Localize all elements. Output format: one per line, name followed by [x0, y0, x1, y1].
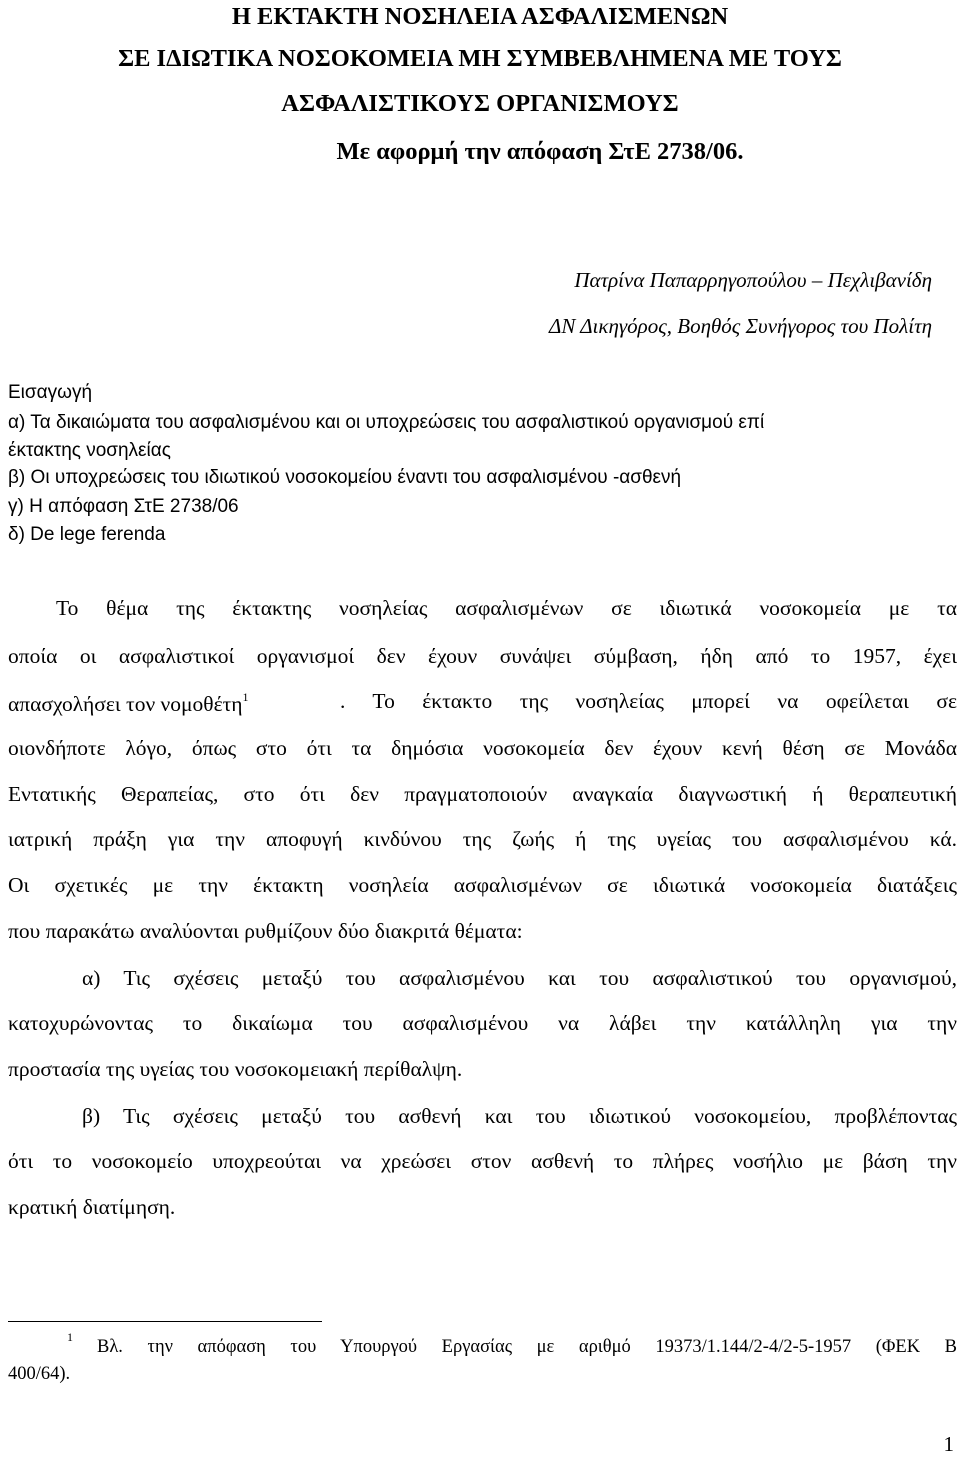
contents-item: γ) Η απόφαση ΣτΕ 2738/06 [8, 496, 239, 517]
author-role: ΔΝ Δικηγόρος, Βοηθός Συνήγορος του Πολίτη [549, 314, 932, 338]
contents-item: β) Οι υποχρεώσεις του ιδιωτικού νοσοκομείου έναντι του ασφαλισμένου -ασθενή [8, 467, 682, 488]
body-line: ιατρική πράξη για την αποφυγή κινδύνου της ζωής ή της υγείας του ασφαλισμένου κά. [8, 827, 957, 851]
body-line: Το θέμα της έκτακτης νοσηλείας ασφαλισμένων σε ιδιωτικά νοσοκομεία με τα [56, 596, 957, 620]
footnote-reference: 1 [242, 690, 249, 704]
body-line: . Το έκτακτο της νοσηλείας μπορεί να οφείλεται σε [340, 689, 957, 713]
body-line [8, 691, 249, 716]
page-number: 1 [943, 1432, 954, 1456]
contents-item: δ) De lege ferenda [8, 524, 166, 545]
body-line: οποία οι ασφαλιστικοί οργανισμοί δεν έχουν συνάψει σύμβαση, ήδη από το 1957, έχει [8, 644, 957, 668]
footnote-line-2: 400/64). [8, 1364, 71, 1384]
body-line: Οι σχετικές με την έκτακτη νοσηλεία ασφαλισμένων σε ιδιωτικά νοσοκομεία διατάξεις [8, 873, 957, 897]
body-text-segment: απασχολήσει τον νομοθέτη [8, 692, 243, 716]
body-line: Εντατικής Θεραπείας, στο ότι δεν πραγματοποιούν αναγκαία διαγνωστική ή θεραπευτική [8, 782, 957, 806]
contents-heading: Εισαγωγή [8, 382, 93, 403]
body-line: α) Τις σχέσεις μεταξύ του ασφαλισμένου και του ασφαλιστικού του οργανισμού, [82, 966, 957, 990]
title-line-1: Η ΕΚΤΑΚΤΗ ΝΟΣΗΛΕΙΑ ΑΣΦΑΛΙΣΜΕΝΩΝ [231, 3, 729, 30]
footnote-line-1: Βλ. την απόφαση του Υπουργού Εργασίας με αριθμό 19373/1.144/2-4/2-5-1957 (ΦΕΚ Β [97, 1337, 957, 1357]
contents-item: έκτακτης νοσηλείας [8, 440, 171, 461]
footnote-separator [8, 1321, 322, 1322]
body-line: ότι το νοσοκομείο υποχρεούται να χρεώσει στον ασθενή το πλήρες νοσήλιο με βάση την [8, 1149, 957, 1173]
author-name: Πατρίνα Παπαρρηγοπούλου – Πεχλιβανίδη [574, 268, 932, 292]
body-line: κρατική διατίμηση. [8, 1195, 176, 1219]
title-subtitle: Με αφορμή την απόφαση ΣτΕ 2738/06. [336, 138, 744, 165]
title-line-2: ΣΕ ΙΔΙΩΤΙΚΑ ΝΟΣΟΚΟΜΕΙΑ ΜΗ ΣΥΜΒΕΒΛΗΜΕΝΑ ΜΕ ΤΟΥΣ [118, 45, 842, 72]
contents-item: α) Τα δικαιώματα του ασφαλισμένου και οι υποχρεώσεις του ασφαλιστικού οργανισμού επί [8, 412, 765, 433]
title-line-3: ΑΣΦΑΛΙΣΤΙΚΟΥΣ ΟΡΓΑΝΙΣΜΟΥΣ [281, 90, 679, 117]
body-line: που παρακάτω αναλύονται ρυθμίζουν δύο διακριτά θέματα: [8, 919, 523, 943]
footnote-marker: 1 [67, 1330, 73, 1344]
body-line: οιονδήποτε λόγο, όπως στο ότι τα δημόσια νοσοκομεία δεν έχουν κενή θέση σε Μονάδα [8, 736, 957, 760]
body-line: κατοχυρώνοντας το δικαίωμα του ασφαλισμένου να λάβει την κατάλληλη για την [8, 1011, 957, 1035]
body-line: προστασία της υγείας του νοσοκομειακή περίθαλψη. [8, 1057, 463, 1081]
body-line: β) Τις σχέσεις μεταξύ του ασθενή και του ιδιωτικού νοσοκομείου, προβλέποντας [82, 1104, 957, 1128]
